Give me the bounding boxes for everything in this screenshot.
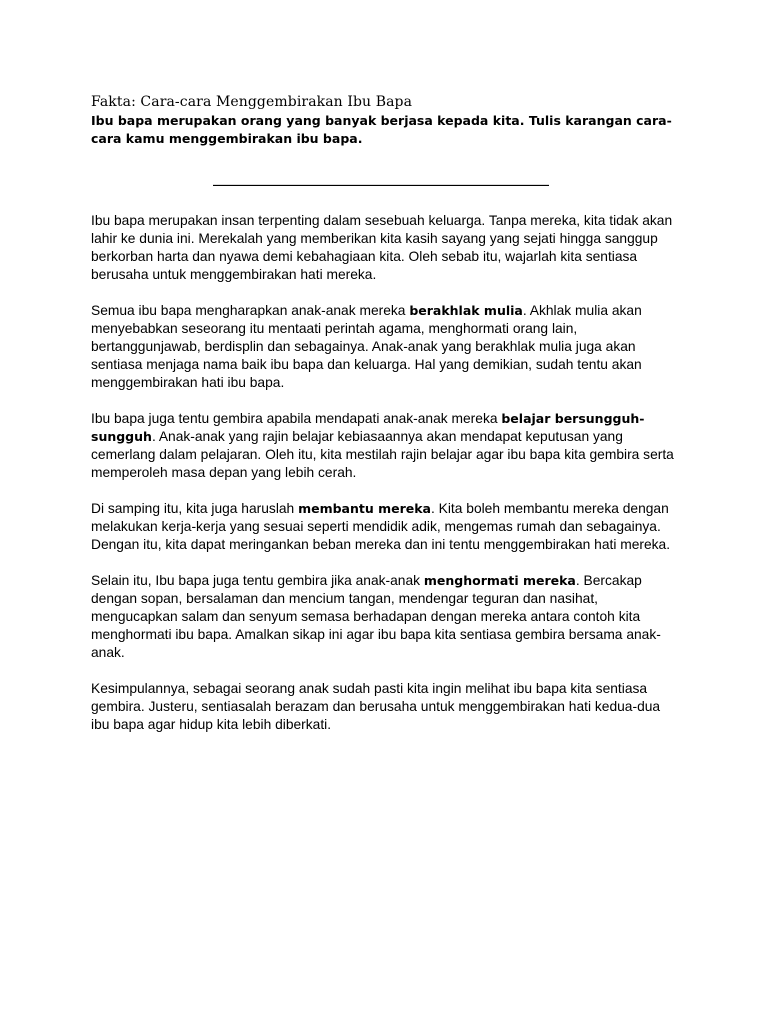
paragraph-akhlak (91, 302, 681, 392)
document-page (91, 93, 681, 752)
paragraph-conclusion: Kesimpulannya, sebagai seorang anak sudah pasti kita ingin melihat ibu bapa kita sentiasa gembira. Justeru, sentiasalah berazam dan berusaha untuk menggembirakan hati kedua-dua ibu bapa agar hidup kita lebih diberkati. (91, 681, 661, 732)
essay-body (91, 212, 681, 734)
essay-prompt: Ibu bapa merupakan orang yang banyak berjasa kepada kita. Tulis karangan cara-cara kamu menggembirakan ibu bapa. (91, 113, 672, 146)
paragraph-text: Di samping itu, kita juga haruslah (91, 501, 299, 516)
paragraph-text: . Anak-anak yang rajin belajar kebiasaannya akan mendapat keputusan yang cemerlang dalam pelajaran. Oleh itu, kita mestilah rajin belajar agar ibu bapa kita gembira serta memperoleh masa depan yang lebih cerah. (91, 429, 674, 480)
paragraph-text: Selain itu, Ibu bapa juga tentu gembira jika anak-anak (91, 573, 424, 588)
keyword-highlight: belajar bersungguh-sungguh (91, 411, 645, 444)
divider-line: ________________________________________________________ (213, 172, 549, 186)
paragraph-belajar (91, 410, 681, 482)
paragraph-text: Ibu bapa juga tentu gembira apabila mendapati anak-anak mereka (91, 411, 502, 426)
paragraph-intro: Ibu bapa merupakan insan terpenting dalam sesebuah keluarga. Tanpa mereka, kita tidak akan lahir ke dunia ini. Merekalah yang memberikan kita kasih sayang yang sejati hingga sanggup berkorban harta dan nyawa demi kebahagiaan kita. Oleh sebab itu, wajarlah kita sentiasa berusaha untuk menggembirakan hati mereka. (91, 213, 673, 282)
keyword-highlight: membantu mereka (298, 501, 431, 516)
paragraph-text: . Bercakap dengan sopan, bersalaman dan mencium tangan, mendengar teguran dan nasihat, mengucapkan salam dan senyum semasa berhadapan dengan mereka antara contoh kita menghormati ibu bapa. Amalkan sikap ini agar ibu bapa kita sentiasa gembira bersama anak-anak. (91, 573, 661, 660)
document-title: Fakta: Cara-cara Menggembirakan Ibu Bapa (91, 94, 413, 110)
keyword-highlight: menghormati mereka (423, 573, 576, 588)
paragraph-text: . Akhlak mulia akan menyebabkan seseorang itu mentaati perintah agama, menghormati orang lain, bertanggunjawab, berdisplin dan sebagainya. Anak-anak yang berakhlak mulia juga akan sentiasa menjaga nama baik ibu bapa dan keluarga. Hal yang demikian, sudah tentu akan menggembirakan hati ibu bapa. (91, 303, 642, 390)
keyword-highlight: berakhlak mulia (409, 303, 523, 318)
paragraph-text: . Kita boleh membantu mereka dengan melakukan kerja-kerja yang sesuai seperti mendidik adik, mengemas rumah dan sebagainya. Dengan itu, kita dapat meringankan beban mereka dan ini tentu menggembirakan hati mereka. (91, 501, 671, 552)
paragraph-menghormati (91, 572, 681, 662)
paragraph-membantu (91, 500, 681, 554)
paragraph-text: Semua ibu bapa mengharapkan anak-anak mereka (91, 303, 410, 318)
